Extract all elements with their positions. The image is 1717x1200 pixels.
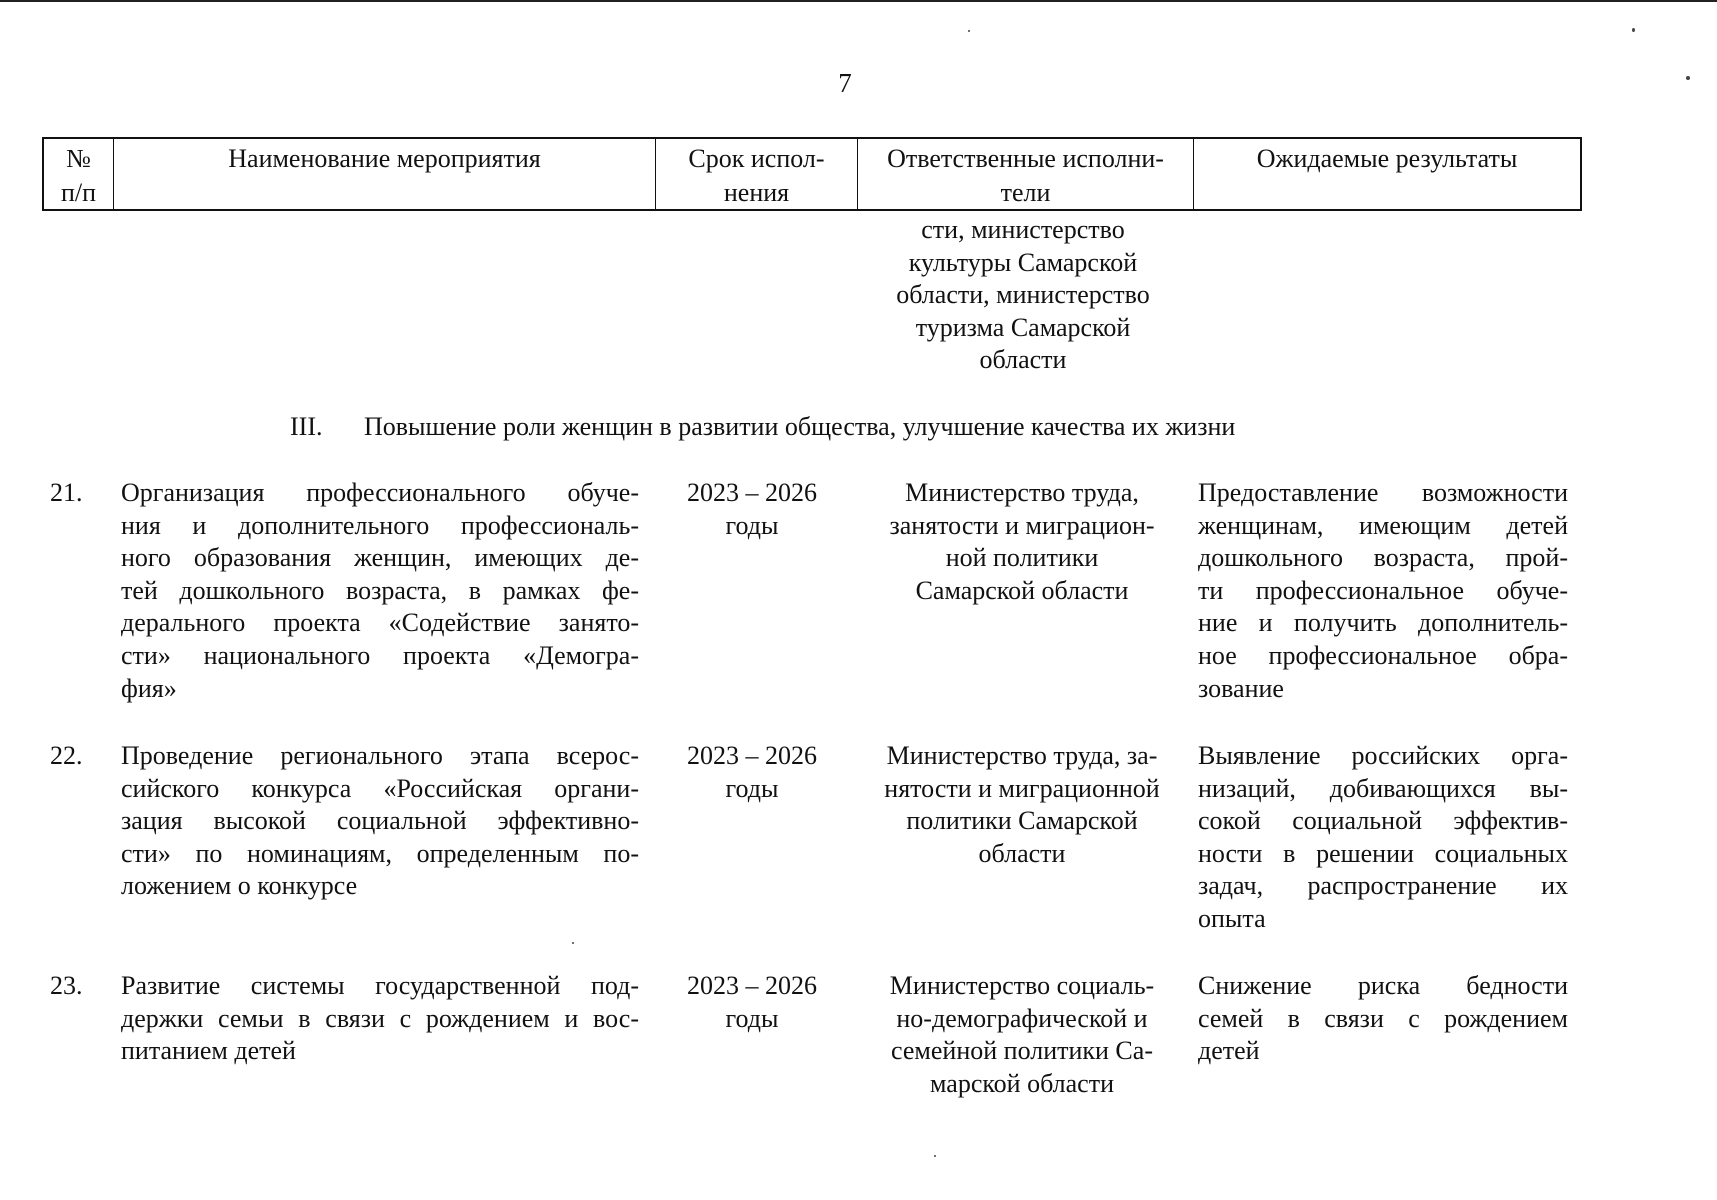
header-number: № п/п [44,139,114,209]
text-line: дерального проекта «Содействие занято- [121,608,639,638]
text-line: женщинам, имеющим детей [1198,510,1568,540]
text-line: Развитие системы государственной под- [121,971,639,1000]
text-line: опыта [1198,903,1266,933]
scan-speck [968,30,970,32]
row-responsible: Министерство труда, занятости и миграцион- ной политики Самарской области [889,478,1155,605]
text-line: зация высокой социальной эффективно- [121,806,639,836]
text-line: ности в решении социальных [1198,838,1568,868]
scan-speck [1632,28,1635,32]
text-line: сти» по номинациям, определенным по- [121,838,639,868]
text-line: держки семьи в связи с рождением и вос- [121,1003,639,1033]
text-line: Организация профессионального обуче- [121,478,639,507]
row-number: 23. [50,971,83,1000]
row-deadline: 2023 – 2026 годы [687,971,817,1033]
text-line: низаций, добивающихся вы- [1198,773,1568,803]
text-line: Снижение риска бедности [1198,971,1568,1000]
row-number: 22. [50,741,83,770]
header-expected-results: Ожидаемые результаты [1256,144,1518,173]
page-number: 7 [838,68,852,98]
table-header [42,137,1582,211]
text-line: питанием детей [121,1036,296,1066]
text-line: тей дошкольного возраста, в рамках фе- [121,575,639,605]
row-responsible: Министерство социаль- но-демографической и семейной политики Са- марской области [889,971,1155,1098]
scan-speck [572,942,574,944]
header-event-name: Наименование мероприятия [114,139,656,209]
row-expected-result [1198,970,1568,1068]
header-deadline: Срок испол- нения [656,139,858,209]
row-responsible: Министерство труда, за- нятости и миграционной политики Самарской области [884,741,1160,868]
row-event-name [121,740,639,903]
text-line: дошкольного возраста, прой- [1198,543,1568,573]
text-line: фия» [121,673,177,703]
text-line: ние и получить дополнитель- [1198,608,1568,638]
text-line: семей в связи с рождением [1198,1003,1568,1033]
text-line: сокой социальной эффектив- [1198,806,1568,836]
text-line: зование [1198,673,1284,703]
text-line: детей [1198,1036,1260,1066]
row-deadline: 2023 – 2026 годы [687,478,817,540]
scan-speck [934,1155,936,1157]
text-line: ного образования женщин, имеющих де- [121,543,639,573]
row-expected-result [1198,740,1568,936]
row-event-name [121,477,639,705]
scan-edge-line [0,0,1717,2]
text-line: Проведение регионального этапа всерос- [121,741,639,770]
row-deadline: 2023 – 2026 годы [687,741,817,803]
text-line: сти» национального проекта «Демогра- [121,640,639,670]
row-number: 21. [50,478,83,507]
header-responsible: Ответственные исполни- тели [858,139,1194,209]
section-title: Повышение роли женщин в развитии общества, улучшение качества их жизни [364,412,1236,441]
text-line: ти профессиональное обуче- [1198,575,1568,605]
text-line: Выявление российских орга- [1198,741,1568,770]
continued-responsible-cell: сти, министерство культуры Самарской области, министерство туризма Самарской области [896,215,1150,375]
section-number: III. [290,412,323,441]
text-line: Предоставление возможности [1198,478,1568,507]
row-event-name [121,970,639,1068]
text-line: сийского конкурса «Российская органи- [121,773,639,803]
section-heading [290,410,1235,444]
text-line: ложением о конкурсе [121,871,358,901]
text-line: ное профессиональное обра- [1198,640,1568,670]
text-line: ния и дополнительного профессиональ- [121,510,639,540]
text-line: задач, распространение их [1198,871,1568,901]
row-expected-result [1198,477,1568,705]
